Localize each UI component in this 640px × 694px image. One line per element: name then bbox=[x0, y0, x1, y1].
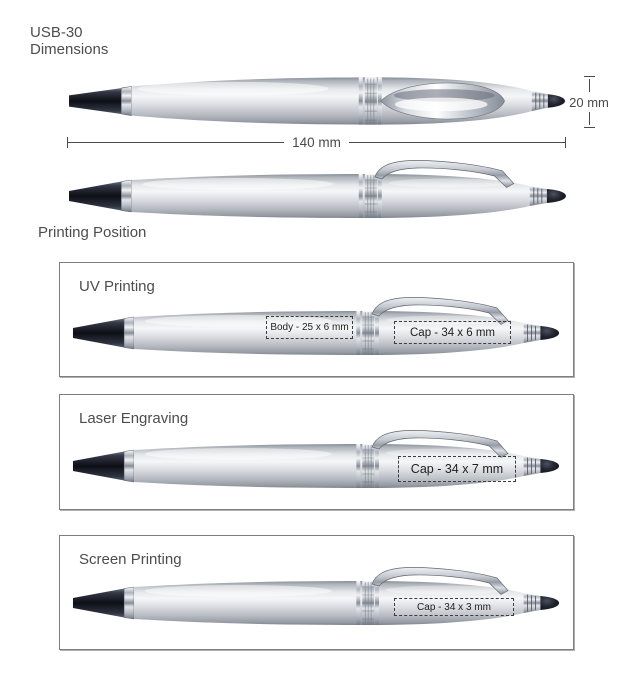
dimension-tick bbox=[565, 137, 566, 148]
pen-image-side-view bbox=[67, 158, 570, 218]
print-area-cap-label: Cap - 34 x 7 mm bbox=[410, 462, 504, 476]
print-area-cap bbox=[394, 598, 514, 616]
length-dimension-label: 140 mm bbox=[292, 134, 341, 150]
pen-image-top-view bbox=[67, 74, 570, 128]
dimension-line bbox=[349, 142, 565, 143]
length-dimension bbox=[67, 135, 566, 149]
print-area-cap-label: Cap - 34 x 6 mm bbox=[410, 326, 495, 339]
section-uv-printing bbox=[59, 262, 574, 377]
dimension-line bbox=[589, 112, 590, 125]
dimension-line bbox=[589, 79, 590, 92]
print-area-cap bbox=[394, 321, 511, 344]
print-area-cap bbox=[398, 456, 516, 482]
dimension-line bbox=[68, 142, 284, 143]
section-label-uv-printing: UV Printing bbox=[79, 278, 155, 295]
pen-image-screen-printing bbox=[71, 565, 563, 625]
section-label-laser-engraving: Laser Engraving bbox=[79, 410, 189, 427]
section-screen-printing bbox=[59, 535, 574, 650]
print-area-body-label: Body - 25 x 6 mm bbox=[270, 322, 349, 333]
page-subtitle: Dimensions bbox=[30, 41, 109, 58]
section-label-screen-printing: Screen Printing bbox=[79, 551, 182, 568]
dimension-tick bbox=[584, 127, 595, 128]
print-area-cap-label: Cap - 34 x 3 mm bbox=[417, 601, 491, 613]
dimension-tick bbox=[584, 76, 595, 77]
section-laser-engraving bbox=[59, 394, 574, 510]
height-dimension-label: 20 mm bbox=[569, 94, 609, 110]
page-title: USB-30 bbox=[30, 24, 83, 41]
printing-position-label: Printing Position bbox=[38, 224, 147, 241]
header bbox=[30, 24, 108, 58]
print-area-body bbox=[266, 316, 353, 339]
height-dimension bbox=[565, 76, 613, 128]
